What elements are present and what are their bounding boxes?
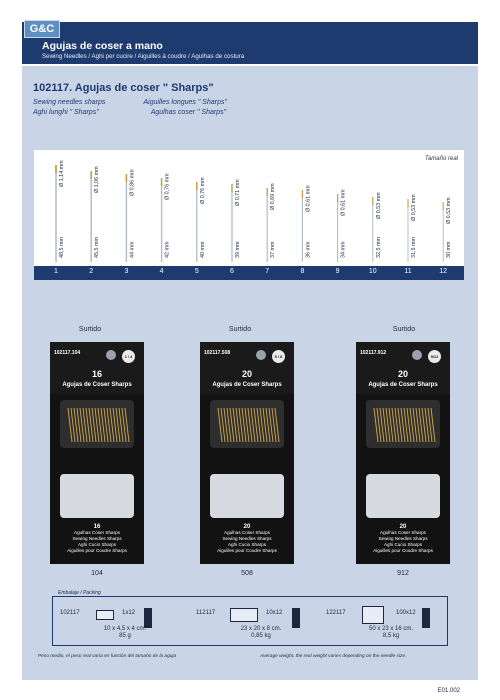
- pack-ref-508: 508: [241, 570, 253, 577]
- needle-diameter-label: Ø 1,06 mm: [94, 166, 101, 193]
- footer-note-es: Peso medio, el peso real varía en función del tamaño de la aguja: [38, 654, 177, 659]
- pack-badge: 1 / 4: [122, 350, 135, 363]
- needle-length-label: 44 mm: [129, 241, 136, 258]
- page-code: E01.002: [437, 688, 460, 694]
- desc-left-2: Aghi lunghi " Sharps": [33, 109, 99, 116]
- needle-diameter-label: Ø 1,14 mm: [59, 160, 65, 187]
- packing-item-2: [196, 602, 316, 642]
- box-icon: [96, 610, 114, 620]
- needle-number: 7: [265, 268, 270, 275]
- hanger-hole: [106, 350, 116, 360]
- needle-number: 1: [54, 268, 58, 275]
- needle-length-label: 37 mm: [270, 241, 277, 258]
- packing-weight: 85 g: [119, 633, 131, 639]
- desc-left-1: Sewing needles sharps: [33, 99, 106, 106]
- needle-length-label: 34 mm: [340, 241, 347, 258]
- needle-number: 5: [194, 268, 199, 275]
- pack-bottom-line: Agulhas Coser Sharps: [74, 530, 120, 535]
- footer-note-en: Average weight, the real weight varies depending on the needle size.: [260, 654, 407, 659]
- packing-ref: 102117: [60, 610, 80, 616]
- needle-number: 2: [89, 268, 94, 275]
- surtido-label: Surtido: [228, 326, 252, 333]
- packing-qty: 1x12: [122, 610, 136, 616]
- needle-diameter-label: Ø 0,86 mm: [129, 169, 136, 196]
- packing-dims: 50 x 23 x 16 cm.: [368, 626, 414, 632]
- pack-bottom-text: [356, 524, 450, 554]
- pack-icon: [422, 608, 430, 628]
- pack-icon: [144, 608, 152, 628]
- pack-code: 102117.104: [54, 350, 81, 356]
- needle-number: 3: [124, 268, 129, 275]
- pack-count: 20: [397, 369, 408, 379]
- packed-needles: [210, 400, 284, 448]
- packing-ref: 122117: [326, 610, 346, 616]
- needle-length-label: 36 mm: [305, 241, 312, 258]
- pack-bottom-line: Aiguilles pour Coudre Sharps: [217, 548, 277, 553]
- needles-window-top: [210, 400, 284, 448]
- needle-pack-104: [50, 342, 144, 564]
- packed-needles: [60, 400, 134, 448]
- packing-dims: 10 x 4,5 x 4 cm.: [103, 626, 147, 632]
- pack-name: Agujas de Coser Sharps: [368, 382, 438, 388]
- pack-bottom-line: Aghi Cucio Sharps: [383, 542, 423, 547]
- needle-diameter-label: Ø 0,71 mm: [235, 179, 241, 206]
- brand-logo: G&C: [24, 20, 60, 38]
- pack-bottom-line: Sewing Needles Sharps: [72, 536, 122, 541]
- needle-diameter-label: Ø 0,53 mm: [375, 192, 382, 219]
- pack-bottom-text: [50, 524, 144, 554]
- pack-bottom-line: Aiguilles pour Coudre Sharps: [373, 548, 433, 553]
- desc-right-1: Aiguilles longues " Sharps": [143, 99, 227, 106]
- tamano-real-note: Tamaño real: [424, 156, 458, 162]
- needle-illustration: [34, 150, 464, 266]
- pack-bottom-count: 20: [399, 524, 407, 530]
- needle-diameter-label: Ø 0,53 mm: [446, 197, 453, 224]
- needle-number: 8: [300, 268, 305, 275]
- pack-count: 16: [91, 369, 102, 379]
- pack-code: 102117.508: [204, 350, 231, 356]
- needles-window-bottom: [210, 474, 284, 518]
- needle-diameter-label: Ø 0,53 mm: [411, 194, 417, 221]
- pack-bottom-line: Aghi Cucio Sharps: [77, 542, 117, 547]
- section-description: [33, 98, 227, 118]
- pack-bottom-line: Agulhas Coser Sharps: [224, 530, 270, 535]
- box-icon: [362, 606, 384, 624]
- packing-item-3: [326, 602, 446, 642]
- pack-bottom-line: Aiguilles pour Coudre Sharps: [67, 548, 127, 553]
- pack-name: Agujas de Coser Sharps: [212, 382, 282, 388]
- box-icon: [230, 608, 258, 622]
- packing-ref: 112117: [196, 610, 216, 616]
- needles-window-top: [366, 400, 440, 448]
- packing-item-1: [60, 602, 180, 642]
- packing-dims: 23 x 20 x 8 cm.: [240, 626, 282, 632]
- needle-length-label: 40 mm: [199, 241, 206, 258]
- pack-badge: 5 / 8: [272, 350, 285, 363]
- header-subtitle: Sewing Needles / Aghi per cucire / Aiguilles à coudre / Agulhas de costura: [42, 53, 245, 60]
- needle-pack-508: [200, 342, 294, 564]
- pack-name: Agujas de Coser Sharps: [62, 382, 132, 388]
- needle-number: 10: [368, 268, 377, 275]
- pack-icon: [292, 608, 300, 628]
- needles-chart: [34, 150, 464, 266]
- needle-number-bar: [34, 266, 464, 280]
- hanger-hole: [412, 350, 422, 360]
- needle-length-label: 39 mm: [235, 241, 241, 258]
- desc-right-2: Agulhas coser " Sharps": [150, 109, 227, 116]
- needle-diameter-label: Ø 0,69 mm: [270, 183, 277, 210]
- packing-weight: 8,5 kg: [382, 633, 400, 639]
- packing-label: Embalaje / Packing: [58, 590, 101, 596]
- needle-length-label: 32,5 mm: [375, 237, 382, 258]
- pack-ref-912: 912: [397, 570, 409, 577]
- needle-number: 12: [439, 268, 448, 275]
- pack-bottom-line: Sewing Needles Sharps: [222, 536, 272, 541]
- needle-length-label: 30 mm: [446, 241, 453, 258]
- pack-bottom-line: Agulhas Coser Sharps: [380, 530, 426, 535]
- needle-length-label: 45,5 mm: [94, 237, 101, 258]
- pack-bottom-line: Sewing Needles Sharps: [378, 536, 428, 541]
- needle-number: 9: [335, 268, 340, 275]
- needle-diameter-label: Ø 0,76 mm: [164, 173, 171, 200]
- needle-length-label: 42 mm: [164, 241, 171, 258]
- surtido-label: Surtido: [78, 326, 102, 333]
- packing-qty: 10x12: [266, 610, 283, 616]
- needles-window-top: [60, 400, 134, 448]
- surtido-label: Surtido: [392, 326, 416, 333]
- needle-length-label: 31,5 mm: [411, 237, 417, 258]
- needle-number: 6: [230, 268, 234, 275]
- pack-count: 20: [241, 369, 252, 379]
- pack-bottom-count: 16: [93, 524, 101, 530]
- pack-bottom-text: [200, 524, 294, 554]
- needle-diameter-label: Ø 0,61 mm: [305, 185, 312, 212]
- pack-ref-104: 104: [91, 570, 103, 577]
- needle-diameter-label: Ø 0,76 mm: [199, 177, 206, 204]
- packed-needles: [366, 400, 440, 448]
- hanger-hole: [256, 350, 266, 360]
- needle-pack-912: [356, 342, 450, 564]
- pack-bottom-count: 20: [243, 524, 251, 530]
- section-title: 102117. Agujas de coser " Sharps": [33, 82, 214, 94]
- pack-badge: 9/12: [428, 350, 441, 363]
- needle-length-label: 48,5 mm: [59, 237, 65, 258]
- packing-weight: 0,85 kg: [251, 633, 271, 639]
- needles-window-bottom: [60, 474, 134, 518]
- header-title: Agujas de coser a mano: [42, 40, 163, 52]
- needle-number: 4: [159, 268, 164, 275]
- needle-diameter-label: Ø 0,61 mm: [340, 189, 347, 216]
- needle-number: 11: [404, 268, 412, 275]
- pack-code: 102117.912: [360, 350, 387, 356]
- packing-qty: 100x12: [396, 610, 416, 616]
- pack-bottom-line: Aghi Cucio Sharps: [227, 542, 267, 547]
- needles-window-bottom: [366, 474, 440, 518]
